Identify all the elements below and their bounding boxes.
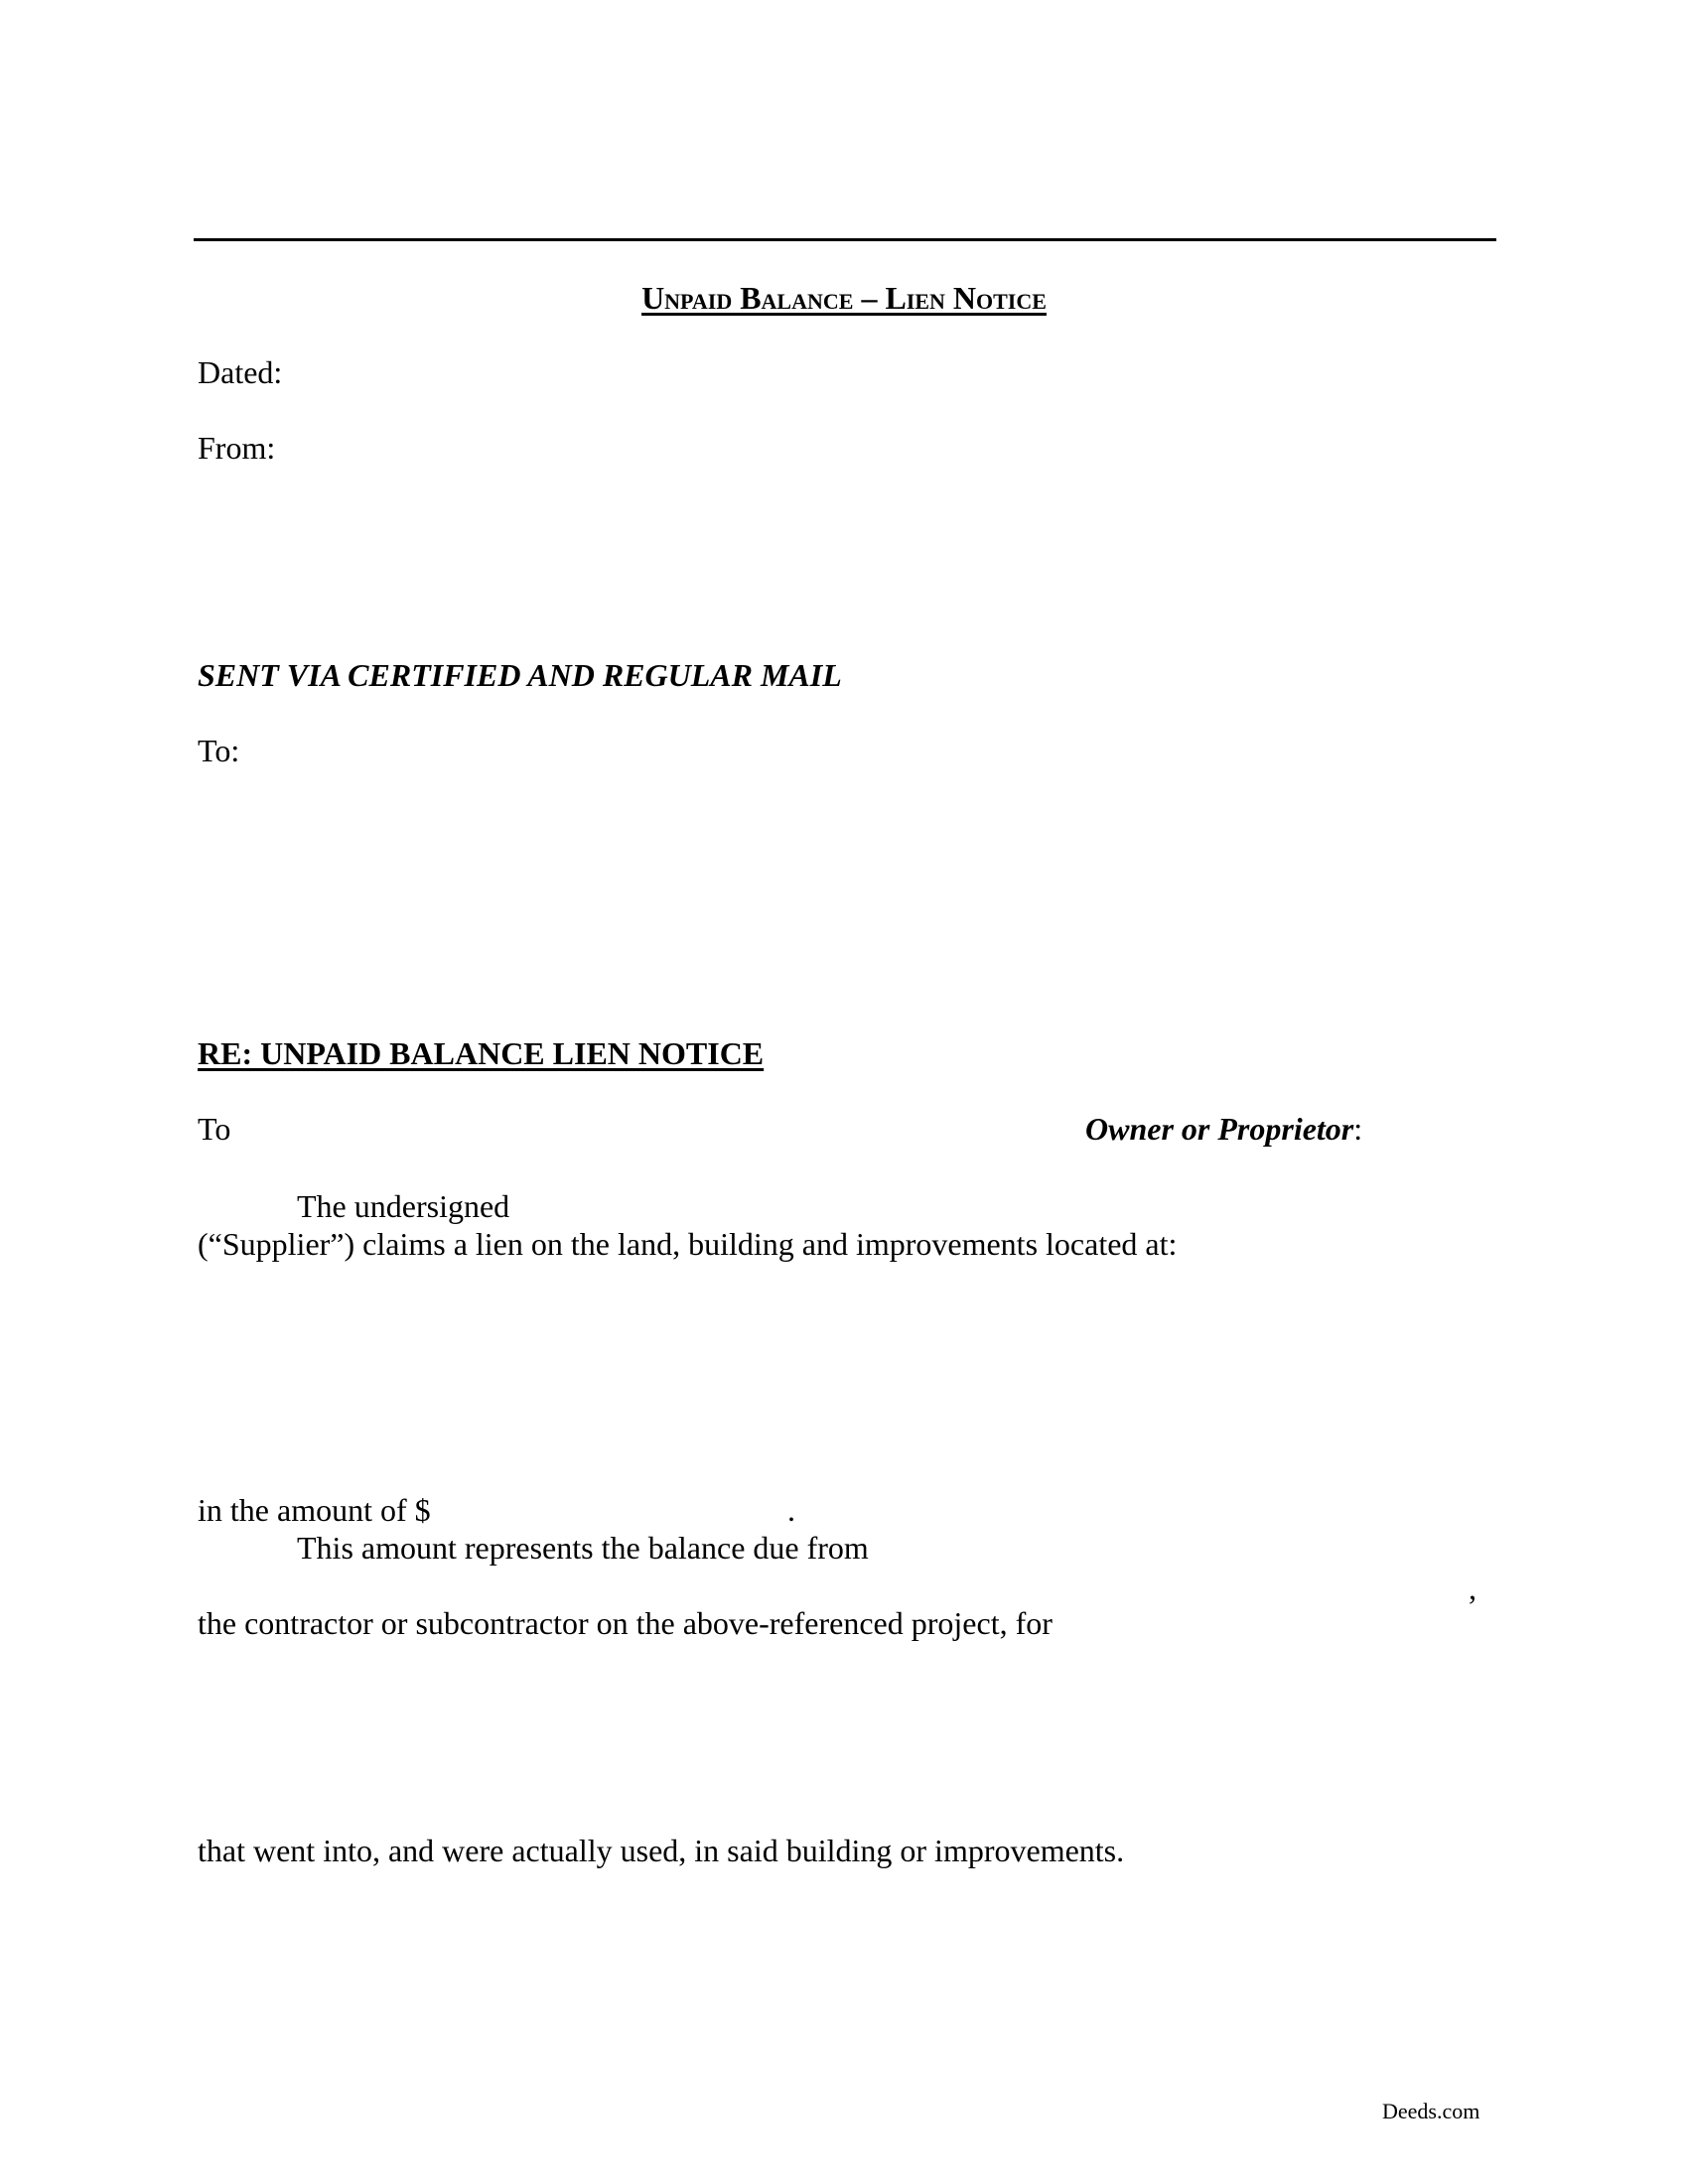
paragraph-2-line-2: the contractor or subcontractor on the above-referenced project, for	[198, 1605, 1053, 1641]
amount-label: in the amount of $	[198, 1492, 431, 1528]
owner-proprietor-label	[1085, 1111, 1362, 1148]
from-label: From:	[198, 430, 276, 466]
paragraph-2-comma: ,	[1469, 1570, 1477, 1606]
header-rule	[194, 238, 1496, 241]
owner-proprietor-text: Owner or Proprietor	[1085, 1111, 1354, 1147]
owner-colon: :	[1353, 1111, 1363, 1147]
footer-brand: Deeds.com	[1382, 2099, 1480, 2123]
amount-period: .	[787, 1492, 795, 1528]
document-title: Unpaid Balance – Lien Notice	[641, 280, 1047, 316]
re-heading: RE: UNPAID BALANCE LIEN NOTICE	[198, 1035, 765, 1071]
paragraph-1-line-2: (“Supplier”) claims a lien on the land, building and improvements located at:	[198, 1226, 1178, 1262]
salutation-to: To	[198, 1111, 231, 1147]
paragraph-2-line-1: This amount represents the balance due from	[297, 1530, 869, 1566]
paragraph-3: that went into, and were actually used, in said building or improvements.	[198, 1833, 1125, 1868]
mail-method-heading: SENT VIA CERTIFIED AND REGULAR MAIL	[198, 657, 842, 693]
to-label: To:	[198, 733, 240, 768]
dated-label: Dated:	[198, 354, 283, 390]
paragraph-1-line-1: The undersigned	[297, 1188, 510, 1224]
